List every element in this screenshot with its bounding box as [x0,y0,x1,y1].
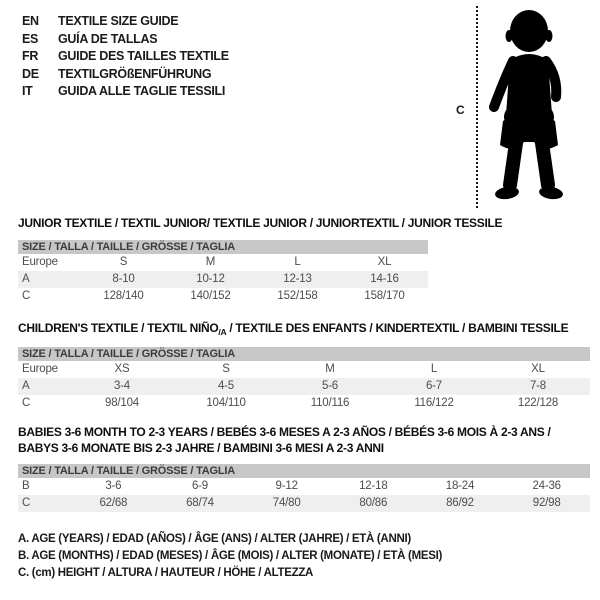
row-label: C [22,497,31,509]
table-cell: 92/98 [532,497,561,509]
table-cell: L [430,363,438,375]
table-cell: 110/116 [310,397,350,409]
table-cell: 86/92 [446,497,474,509]
children-title-subscript: /A [218,327,227,337]
table-cell: L [294,256,301,268]
row-label: Europe [22,256,58,268]
table-cell: 104/110 [206,397,246,409]
lang-title: GUÍA DE TALLAS [58,31,158,46]
size-header: SIZE / TALLA / TAILLE / GRÖSSE / TAGLIA [18,464,590,478]
row-label: Europe [22,363,58,375]
table-cell: 62/68 [99,497,128,509]
language-legend [22,13,229,101]
table-cell: M [205,256,216,268]
table-row [18,478,590,495]
babies-size-table [18,464,590,512]
lang-code: DE [22,66,39,81]
row-label: A [22,380,30,392]
row-label: C [22,397,31,409]
babies-section-title [18,424,550,456]
height-measure-label: C [456,103,465,117]
table-cell: M [325,363,335,375]
children-section-title [18,321,568,337]
table-cell: 140/152 [190,290,231,302]
table-cell: 14-16 [370,273,399,285]
row-label: B [22,480,30,492]
table-cell: 5-6 [321,380,339,392]
table-cell: 80/86 [359,497,388,509]
row-label: C [22,290,31,302]
note-a: A. AGE (YEARS) / EDAD (AÑOS) / ÂGE (ANS) / ALTER (JAHRE) / ETÀ (ANNI) [18,533,411,545]
table-row [18,361,590,378]
lang-code: EN [22,14,39,28]
babies-title-line1: BABIES 3-6 MONTH TO 2-3 YEARS / BEBÉS 3-6 MESES A 2-3 AÑOS / BÉBÉS 3-6 MOIS À 2-3 ANS / [18,425,551,439]
table-cell: S [119,256,128,268]
baby-silhouette-icon [482,5,572,210]
table-cell: 6-7 [425,380,443,392]
lang-code: ES [22,31,39,46]
legend-row-es [22,31,229,49]
table-cell: 12-18 [359,480,388,492]
children-title-prefix: CHILDREN'S TEXTILE / TEXTIL NIÑO [18,321,219,335]
lang-title: TEXTILGRÖßENFÜHRUNG [58,66,212,81]
table-row [18,378,590,395]
table-cell: 6-9 [191,480,208,492]
footnotes [18,531,442,582]
note-c: C. (cm) HEIGHT / ALTURA / HAUTEUR / HÖHE / ALTEZZA [18,567,314,579]
size-header: SIZE / TALLA / TAILLE / GRÖSSE / TAGLIA [18,240,428,254]
table-cell: 18-24 [445,480,475,492]
table-cell: 98/104 [105,397,139,409]
table-cell: 12-13 [283,273,312,285]
legend-row-en [22,13,229,31]
legend-row-fr [22,48,229,66]
table-cell: 158/170 [364,290,405,302]
table-cell: 24-36 [532,480,561,492]
table-cell: XL [531,363,545,375]
row-label: A [22,273,30,285]
table-cell: 74/80 [272,497,301,509]
table-row [18,288,428,305]
legend-row-de [22,66,229,84]
table-cell: S [222,363,230,375]
table-cell: XS [114,363,130,375]
lang-code: FR [22,49,39,64]
table-cell: 9-12 [275,480,298,492]
table-cell: 3-4 [113,380,131,392]
table-row [18,495,590,512]
table-row [18,395,590,412]
table-cell: 4-5 [217,380,235,392]
table-cell: 7-8 [529,380,547,392]
junior-section-title: JUNIOR TEXTILE / TEXTIL JUNIOR/ TEXTILE JUNIOR / JUNIORTEXTIL / JUNIOR TESSILE [18,216,503,230]
table-cell: 10-12 [196,273,225,285]
table-row [18,254,428,271]
children-size-table [18,347,590,412]
lang-title: TEXTILE SIZE GUIDE [58,14,179,28]
table-cell: 152/158 [277,290,318,302]
table-cell: 8-10 [112,273,135,285]
table-cell: 3-6 [105,480,122,492]
junior-size-table [18,240,428,305]
lang-title: GUIDA ALLE TAGLIE TESSILI [58,84,226,99]
size-header: SIZE / TALLA / TAILLE / GRÖSSE / TAGLIA [18,347,590,361]
table-row [18,271,428,288]
table-cell: XL [377,256,392,268]
lang-title: GUIDE DES TAILLES TEXTILE [58,49,229,64]
children-title-suffix: / TEXTILE DES ENFANTS / KINDERTEXTIL / BAMBINI TESSILE [226,321,569,335]
babies-title-line2: BABYS 3-6 MONATE BIS 2-3 JAHRE / BAMBINI 3-6 MESI A 2-3 ANNI [18,441,384,455]
height-dotted-line [476,6,478,208]
table-cell: 68/74 [186,497,214,509]
table-cell: 128/140 [103,290,144,302]
note-b: B. AGE (MONTHS) / EDAD (MESES) / ÂGE (MOIS) / ALTER (MONATE) / ETÀ (MESI) [18,550,443,562]
table-cell: 116/122 [414,397,454,409]
legend-row-it [22,83,229,101]
lang-code: IT [22,84,33,99]
table-cell: 122/128 [517,397,559,409]
